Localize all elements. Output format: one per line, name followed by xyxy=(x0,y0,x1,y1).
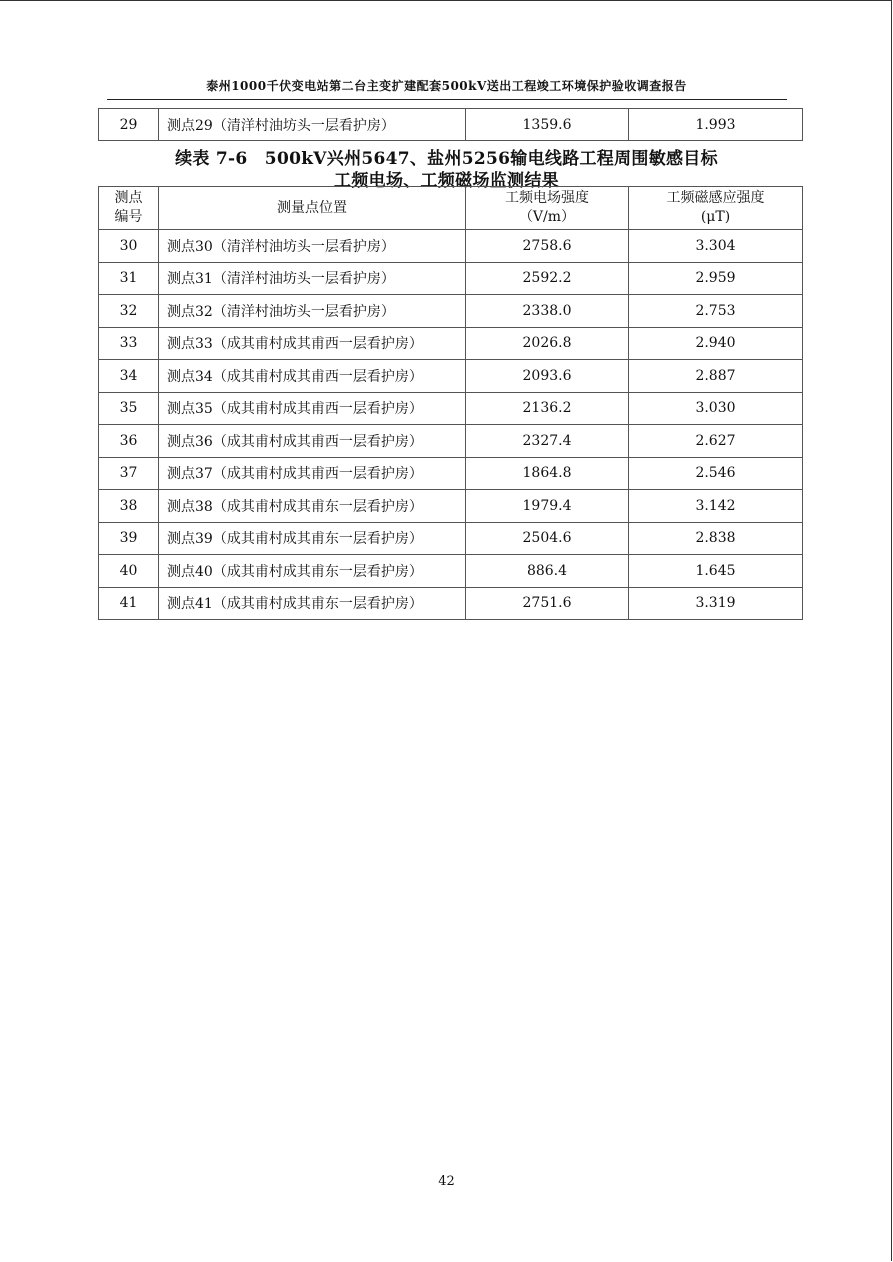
electric-field-value: 2504.6 xyxy=(466,522,629,555)
column-header-number-line1: 测点 xyxy=(114,190,143,206)
point-number: 34 xyxy=(99,360,159,393)
magnetic-induction-value: 3.304 xyxy=(629,230,803,263)
table-caption-line1: 续表 7-6 500kV兴州5647、盐州5256输电线路工程周围敏感目标 xyxy=(175,149,718,169)
point-location: 测点31（清洋村油坊头一层看护房） xyxy=(159,262,466,295)
point-number: 32 xyxy=(99,295,159,328)
electric-field-value: 2751.6 xyxy=(466,587,629,620)
point-location: 测点29（清洋村油坊头一层看护房） xyxy=(159,109,466,141)
electric-field-value: 1864.8 xyxy=(466,457,629,490)
magnetic-induction-value: 1.993 xyxy=(629,109,803,141)
point-number: 29 xyxy=(99,109,159,141)
column-header-number-line2: 编号 xyxy=(114,209,143,225)
magnetic-induction-value: 1.645 xyxy=(629,555,803,588)
table-row xyxy=(99,392,803,425)
column-header-magnetic-induction-line2: (μT) xyxy=(700,209,731,225)
point-location: 测点38（成其甫村成其甫东一层看护房） xyxy=(159,490,466,523)
point-location: 测点34（成其甫村成其甫西一层看护房） xyxy=(159,360,466,393)
electric-field-value: 2093.6 xyxy=(466,360,629,393)
column-header-electric-field xyxy=(466,187,629,230)
electric-field-value: 2026.8 xyxy=(466,327,629,360)
magnetic-induction-value: 2.753 xyxy=(629,295,803,328)
electric-field-value: 886.4 xyxy=(466,555,629,588)
table-row xyxy=(99,587,803,620)
table-row xyxy=(99,360,803,393)
electric-field-value: 2327.4 xyxy=(466,425,629,458)
table-row xyxy=(99,522,803,555)
magnetic-induction-value: 2.940 xyxy=(629,327,803,360)
point-number: 37 xyxy=(99,457,159,490)
electric-field-value: 1979.4 xyxy=(466,490,629,523)
point-number: 30 xyxy=(99,230,159,263)
page-number: 42 xyxy=(438,1174,455,1189)
point-location: 测点32（清洋村油坊头一层看护房） xyxy=(159,295,466,328)
point-location: 测点35（成其甫村成其甫西一层看护房） xyxy=(159,392,466,425)
magnetic-induction-value: 2.546 xyxy=(629,457,803,490)
column-header-magnetic-induction-line1: 工频磁感应强度 xyxy=(666,190,765,206)
column-header-electric-field-line2: （V/m） xyxy=(518,209,576,225)
point-number: 33 xyxy=(99,327,159,360)
header-rule xyxy=(107,99,787,100)
point-location: 测点30（清洋村油坊头一层看护房） xyxy=(159,230,466,263)
table-row xyxy=(99,262,803,295)
magnetic-induction-value: 2.627 xyxy=(629,425,803,458)
table-caption-line2: 工频电场、工频磁场监测结果 xyxy=(334,171,559,191)
table-row xyxy=(99,109,803,141)
electric-field-value: 2592.2 xyxy=(466,262,629,295)
point-location: 测点33（成其甫村成其甫西一层看护房） xyxy=(159,327,466,360)
point-number: 31 xyxy=(99,262,159,295)
results-table xyxy=(98,186,803,620)
column-header-magnetic-induction xyxy=(629,187,803,230)
magnetic-induction-value: 3.319 xyxy=(629,587,803,620)
table-row xyxy=(99,555,803,588)
point-number: 41 xyxy=(99,587,159,620)
table-row xyxy=(99,295,803,328)
magnetic-induction-value: 3.030 xyxy=(629,392,803,425)
magnetic-induction-value: 2.959 xyxy=(629,262,803,295)
table-row xyxy=(99,230,803,263)
electric-field-value: 2338.0 xyxy=(466,295,629,328)
table-row xyxy=(99,327,803,360)
electric-field-value: 2136.2 xyxy=(466,392,629,425)
point-location: 测点40（成其甫村成其甫东一层看护房） xyxy=(159,555,466,588)
magnetic-induction-value: 2.838 xyxy=(629,522,803,555)
point-number: 40 xyxy=(99,555,159,588)
point-location: 测点41（成其甫村成其甫东一层看护房） xyxy=(159,587,466,620)
table-row xyxy=(99,490,803,523)
column-header-electric-field-line1: 工频电场强度 xyxy=(505,190,589,206)
point-number: 36 xyxy=(99,425,159,458)
column-header-number xyxy=(99,187,159,230)
electric-field-value: 1359.6 xyxy=(466,109,629,141)
point-location: 测点36（成其甫村成其甫西一层看护房） xyxy=(159,425,466,458)
table-row xyxy=(99,457,803,490)
carryover-table xyxy=(98,108,803,141)
column-header-location: 测量点位置 xyxy=(159,187,466,230)
table-row xyxy=(99,425,803,458)
point-number: 39 xyxy=(99,522,159,555)
point-location: 测点37（成其甫村成其甫西一层看护房） xyxy=(159,457,466,490)
electric-field-value: 2758.6 xyxy=(466,230,629,263)
point-location: 测点39（成其甫村成其甫东一层看护房） xyxy=(159,522,466,555)
magnetic-induction-value: 3.142 xyxy=(629,490,803,523)
point-number: 38 xyxy=(99,490,159,523)
point-number: 35 xyxy=(99,392,159,425)
magnetic-induction-value: 2.887 xyxy=(629,360,803,393)
running-header: 泰州1000千伏变电站第二台主变扩建配套500kV送出工程竣工环境保护验收调查报告 xyxy=(206,79,687,93)
table-header-row xyxy=(99,187,803,230)
